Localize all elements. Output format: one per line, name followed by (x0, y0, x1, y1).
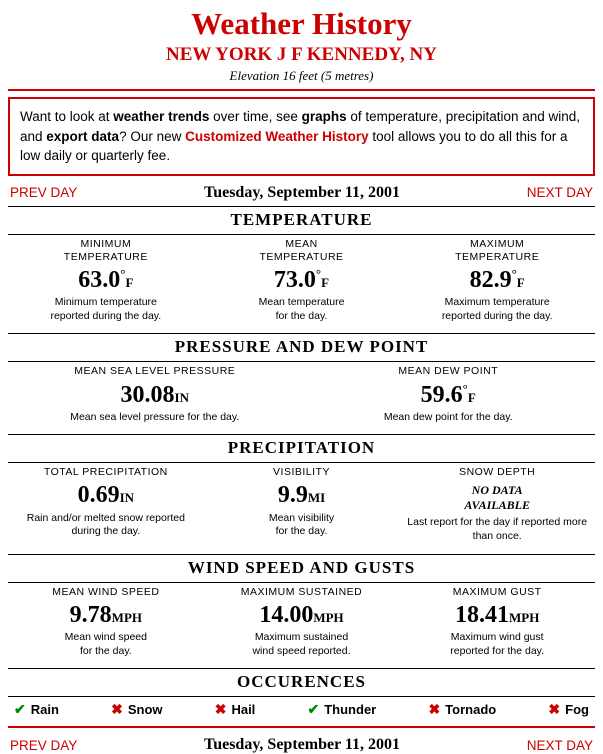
value-unit: F (516, 274, 525, 290)
value-number: 14.00 (259, 601, 314, 628)
check-icon: ✔ (14, 701, 26, 718)
snow-depth (399, 463, 595, 549)
col-label (12, 586, 200, 599)
desc-line1: Mean dew point for the day. (383, 410, 513, 423)
value-number: 0.69 (77, 482, 120, 509)
desc-line1: Mean sea level pressure for the day. (70, 410, 240, 423)
section-title-pressure: PRESSURE AND DEW POINT (174, 337, 429, 357)
col-label-line1: MINIMUM (80, 237, 132, 250)
value-number: 18.41 (455, 601, 510, 628)
col-label-line1: MAXIMUM (470, 237, 525, 250)
value (208, 602, 396, 628)
value-unit: F (321, 274, 330, 290)
footer-divider (8, 726, 595, 728)
precipitation-columns (8, 463, 595, 549)
value (12, 602, 200, 628)
description (403, 516, 591, 543)
occurence-label: Thunder (324, 702, 377, 718)
desc-line2: during the day. (71, 525, 141, 538)
desc-line2: for the day. (79, 644, 132, 657)
weather-history-page (0, 6, 603, 754)
desc-line1: Rain and/or melted snow reported (26, 511, 185, 524)
no-data-line2: AVAILABLE (464, 497, 530, 512)
description (208, 631, 396, 658)
value-number: 30.08 (120, 381, 175, 408)
value-number: 9.78 (69, 601, 112, 628)
promo-text-2: over time, see (209, 109, 302, 124)
value-unit: MPH (509, 609, 540, 625)
prev-day-link-top[interactable]: PREV DAY (10, 185, 78, 201)
value-unit: MI (307, 490, 326, 506)
station-elevation: Elevation 16 feet (5 metres) (229, 68, 374, 83)
description (403, 631, 591, 658)
temperature-maximum (399, 235, 595, 330)
value-number: 82.9 (469, 266, 512, 293)
cross-icon: ✖ (428, 701, 441, 718)
occurence-tornado (428, 701, 496, 718)
desc-line1: Maximum temperature (444, 296, 550, 309)
occurence-label: Hail (231, 702, 256, 718)
total-precipitation (8, 463, 204, 549)
occurence-label: Rain (30, 702, 59, 718)
temperature-columns (8, 235, 595, 330)
description (12, 296, 200, 323)
visibility (204, 463, 400, 549)
value-unit: F (467, 389, 476, 405)
col-label-line2: TEMPERATURE (63, 250, 148, 263)
occurence-snow (111, 701, 162, 718)
description (403, 296, 591, 323)
value-unit: IN (119, 490, 135, 506)
desc-line1: Maximum wind gust (450, 630, 544, 643)
value (12, 482, 200, 508)
cross-icon: ✖ (214, 701, 227, 718)
desc-line1: Last report for the day if reported more (407, 516, 588, 529)
value-number: 59.6 (420, 381, 463, 408)
col-label (403, 586, 591, 599)
desc-line2: reported during the day. (50, 309, 162, 322)
day-navigation-bottom (10, 736, 593, 754)
col-label (403, 238, 591, 264)
col-label (306, 365, 592, 378)
mean-dew-point (302, 362, 596, 430)
cross-icon: ✖ (548, 701, 561, 718)
col-label-line2: TEMPERATURE (259, 250, 344, 263)
divider-precipitation (8, 434, 595, 435)
promo-text-4: ? Our new (119, 128, 186, 144)
value-number: 9.9 (277, 482, 308, 509)
promo-bold-export-data: export data (46, 128, 120, 144)
section-title-precipitation: PRECIPITATION (227, 438, 376, 458)
occurences-row (8, 697, 595, 724)
degree-symbol: ° (511, 265, 517, 281)
description (12, 631, 200, 658)
promo-text-1: Want to look at (20, 109, 114, 124)
desc-line1: Maximum sustained (254, 630, 349, 643)
value-unit: IN (174, 389, 189, 405)
col-label-line2: TEMPERATURE (455, 250, 540, 263)
station-name: NEW YORK J F KENNEDY, NY (166, 44, 437, 65)
promo-bold-weather-trends: weather trends (113, 109, 210, 124)
desc-line1: Mean visibility (268, 511, 335, 524)
divider-wind (8, 554, 595, 555)
promo-bold-graphs: graphs (301, 109, 347, 124)
col-label (208, 466, 396, 479)
description (208, 512, 396, 539)
value-unit: MPH (313, 609, 344, 625)
col-label-line1: MAXIMUM SUSTAINED (240, 585, 363, 598)
prev-day-link-bottom[interactable]: PREV DAY (10, 737, 78, 753)
desc-line1: Mean wind speed (64, 630, 147, 643)
description (208, 296, 396, 323)
maximum-gust (399, 583, 595, 665)
occurence-fog (548, 701, 589, 718)
current-date-bottom: Tuesday, September 11, 2001 (203, 736, 401, 754)
desc-line2: wind speed reported. (252, 644, 351, 657)
degree-symbol: ° (120, 265, 126, 281)
pressure-columns (8, 362, 595, 430)
description (12, 411, 298, 425)
section-title-occurences: OCCURENCES (236, 672, 367, 692)
desc-line1: Mean temperature (258, 296, 345, 309)
temperature-minimum (8, 235, 204, 330)
next-day-link-top[interactable]: NEXT DAY (526, 185, 593, 201)
customized-weather-history-link[interactable]: Customized Weather History (185, 128, 369, 144)
occurence-hail (215, 701, 256, 718)
col-label (208, 586, 396, 599)
value (403, 267, 591, 293)
col-label (12, 238, 200, 264)
no-data-line1: NO DATA (471, 483, 523, 498)
col-label-line1: TOTAL PRECIPITATION (43, 466, 168, 479)
desc-line1: Minimum temperature (54, 296, 157, 309)
section-title-wind: WIND SPEED AND GUSTS (187, 557, 416, 577)
cross-icon: ✖ (111, 701, 123, 718)
desc-line2: for the day. (275, 309, 328, 322)
occurence-thunder (308, 701, 377, 718)
desc-line2: reported for the day. (450, 644, 545, 657)
wind-columns (8, 583, 595, 665)
no-data-available (403, 483, 591, 512)
col-label-line1: MEAN DEW POINT (398, 365, 499, 378)
promo-text-3: of temperature, precipitation and wind, and (20, 109, 581, 144)
col-label-line1: VISIBILITY (273, 466, 330, 479)
value-number: 73.0 (273, 266, 316, 293)
col-label (403, 466, 591, 479)
promo-text-5: tool allows you to do all this for a low daily or quarterly fee. (20, 128, 568, 164)
desc-line2: reported during the day. (441, 309, 553, 322)
value (403, 602, 591, 628)
desc-line2: for the day. (275, 525, 328, 538)
mean-sea-level-pressure (8, 362, 302, 430)
occurence-label: Fog (565, 702, 589, 718)
col-label-line1: MAXIMUM GUST (452, 585, 542, 598)
promo-box (8, 97, 595, 176)
divider-pressure (8, 333, 595, 334)
value (306, 382, 592, 408)
col-label-line1: MEAN WIND SPEED (52, 585, 160, 598)
value-unit: MPH (111, 609, 142, 625)
col-label (208, 238, 396, 264)
occurence-label: Snow (127, 702, 163, 718)
occurence-label: Tornado (445, 702, 497, 718)
temperature-mean (204, 235, 400, 330)
description (306, 411, 592, 425)
mean-wind-speed (8, 583, 204, 665)
value (12, 267, 200, 293)
desc-line2: than once. (472, 529, 522, 542)
header-divider (8, 89, 595, 91)
next-day-link-bottom[interactable]: NEXT DAY (526, 737, 593, 753)
col-label-line1: SNOW DEPTH (459, 466, 536, 479)
degree-symbol: ° (315, 265, 322, 281)
col-label-line1: MEAN SEA LEVEL PRESSURE (74, 365, 236, 378)
divider-occurences (8, 668, 595, 669)
description (12, 512, 200, 539)
col-label-line1: MEAN (285, 237, 318, 250)
day-navigation-top (10, 184, 593, 202)
value (208, 482, 396, 508)
col-label (12, 365, 298, 378)
value-number: 63.0 (78, 266, 121, 293)
divider-temperature (8, 206, 595, 207)
current-date-top: Tuesday, September 11, 2001 (203, 183, 401, 201)
check-icon: ✔ (307, 701, 320, 718)
page-title: Weather History (191, 6, 412, 41)
col-label (12, 466, 200, 479)
section-title-temperature: TEMPERATURE (230, 209, 373, 229)
maximum-sustained-wind (204, 583, 400, 665)
value (208, 267, 396, 293)
occurence-rain (14, 701, 59, 718)
value (12, 382, 298, 408)
value-unit: F (125, 274, 134, 290)
degree-symbol: ° (462, 380, 468, 396)
